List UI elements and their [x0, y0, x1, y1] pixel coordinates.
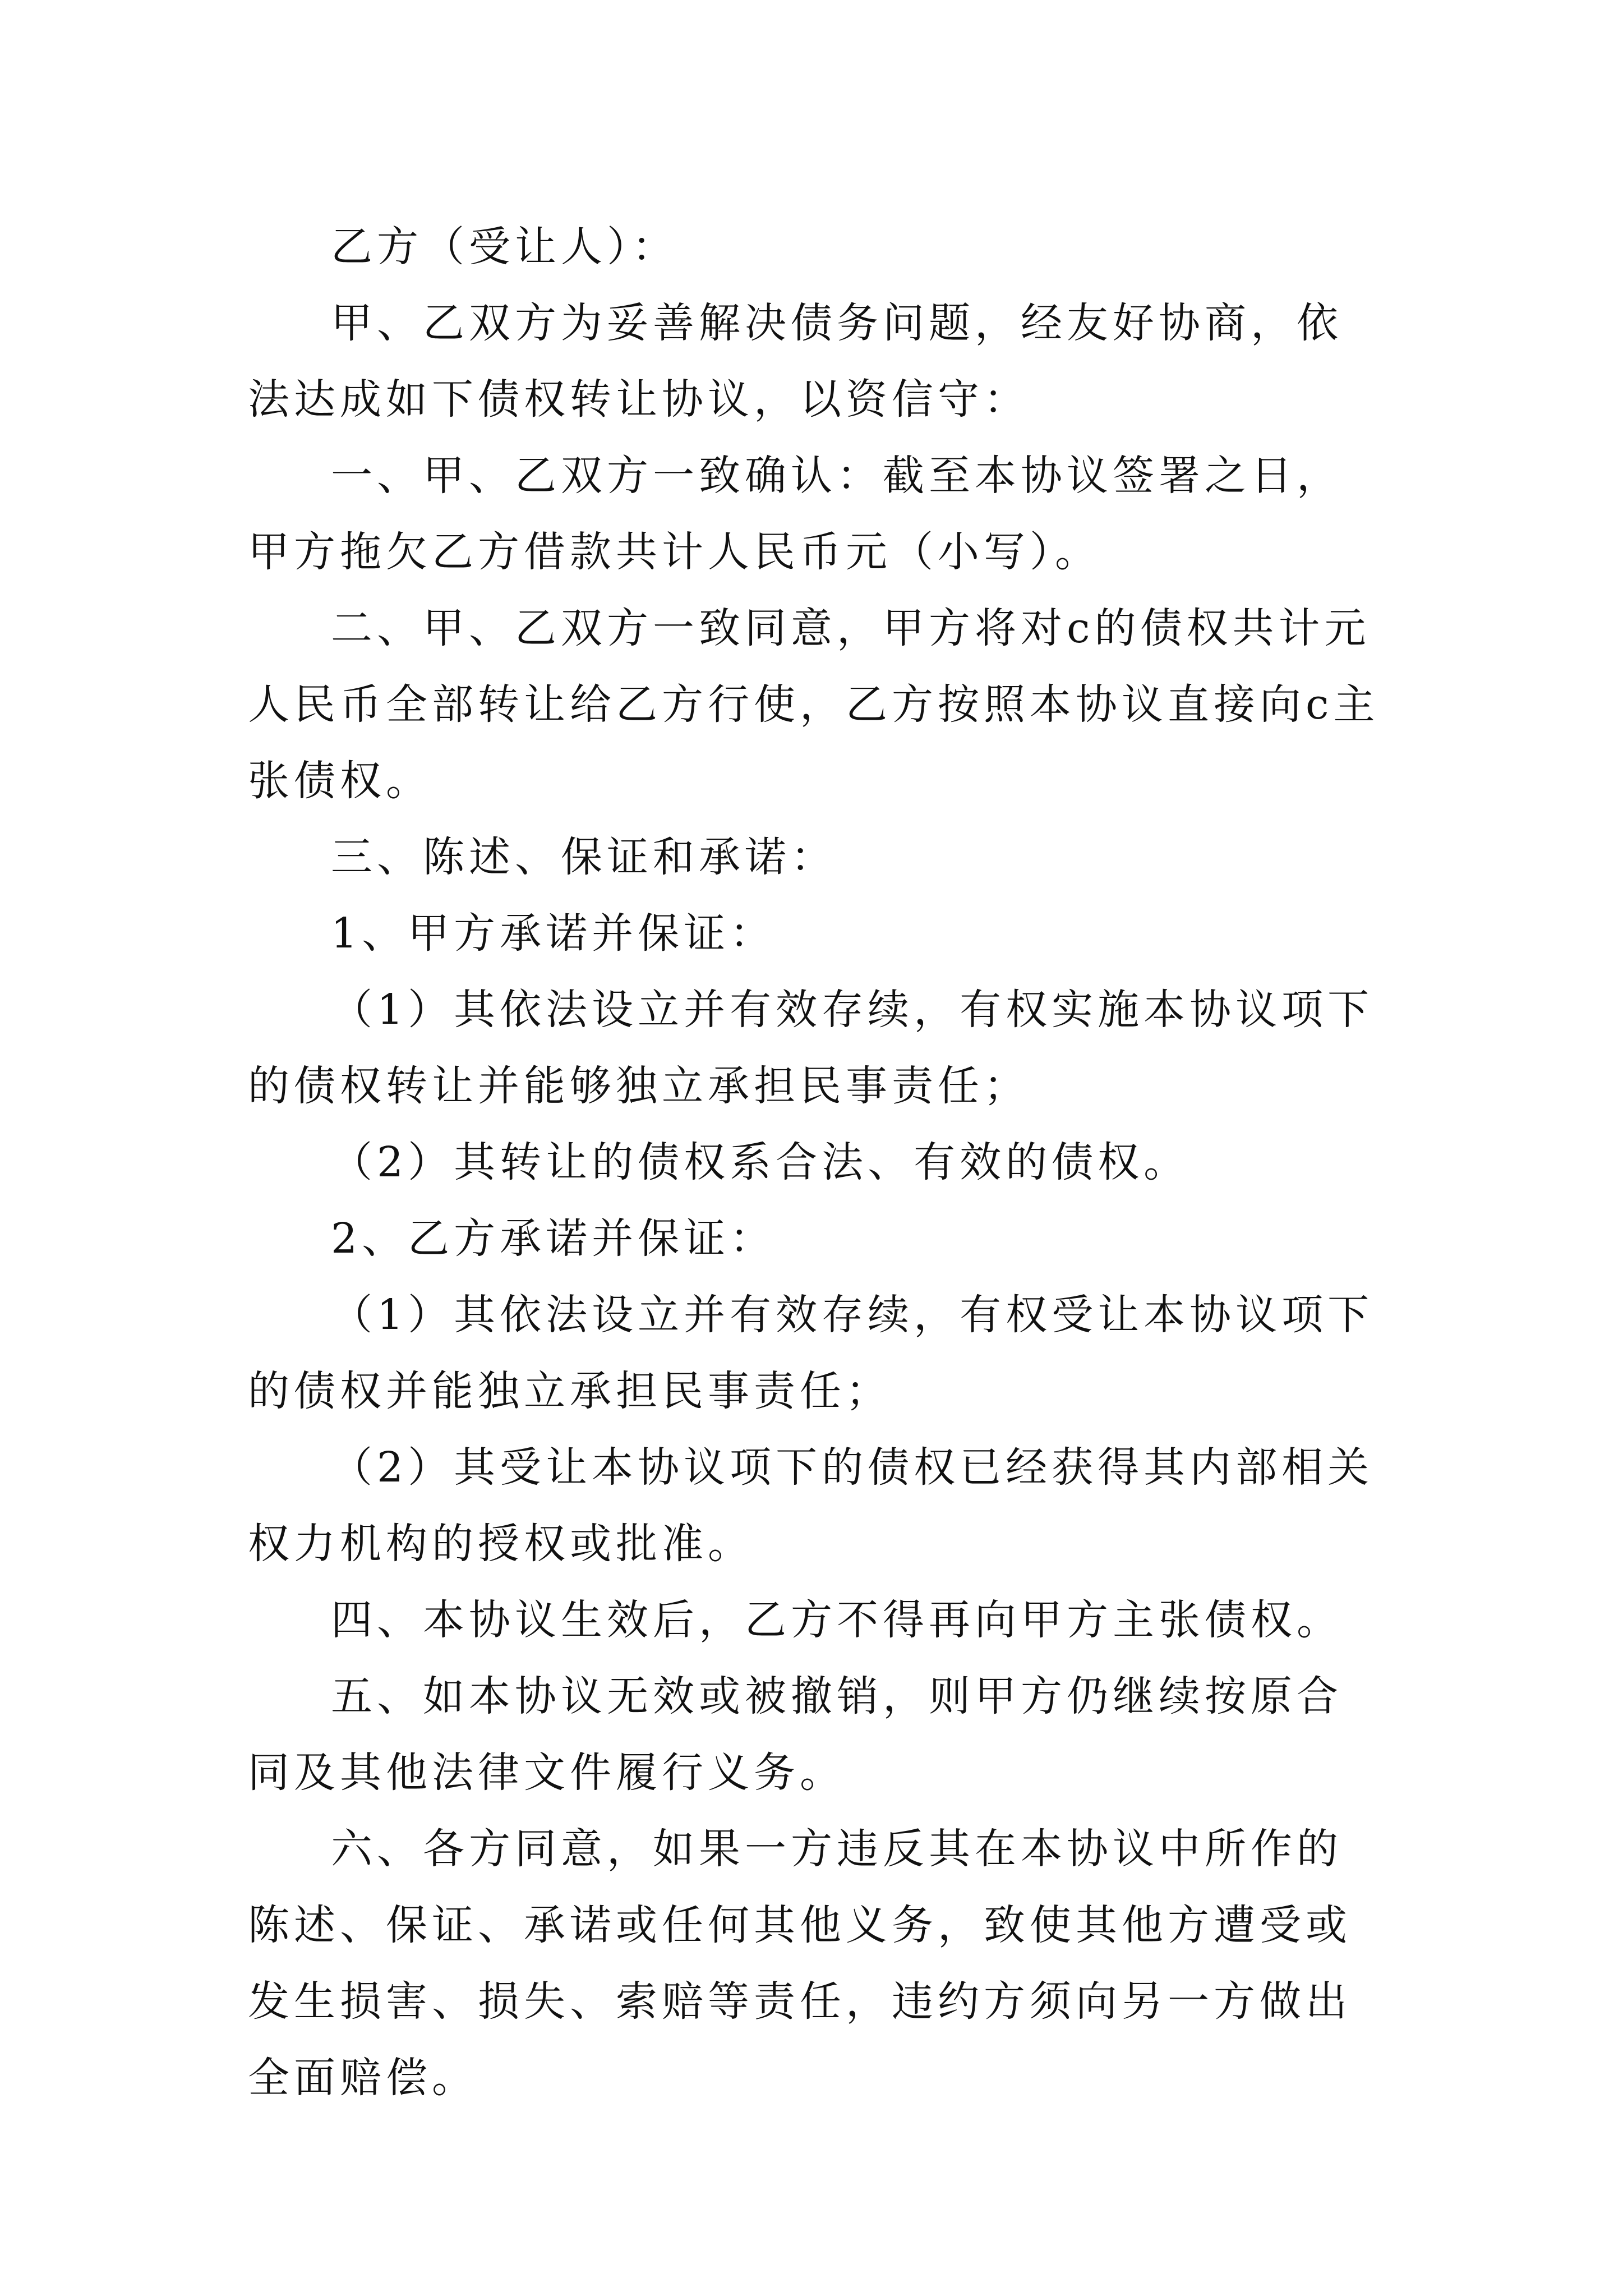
clause-2-paragraph: 二、甲、乙双方一致同意，甲方将对c的债权共计元人民币全部转让给乙方行使，乙方按照本协议直接向c主张债权。	[248, 604, 1380, 805]
clause-1-paragraph: 一、甲、乙双方一致确认：截至本协议签署之日，甲方拖欠乙方借款共计人民币元（小写）。	[248, 452, 1343, 576]
clause-3-heading: 三、陈述、保证和承诺：	[331, 833, 837, 881]
clause-4-paragraph: 四、本协议生效后，乙方不得再向甲方主张债权。	[331, 1596, 1343, 1644]
clause-3-1-item-1: （1）其依法设立并有效存续，有权实施本协议项下的债权转让并能够独立承担民事责任；	[248, 986, 1374, 1110]
party-b-line: 乙方（受让人）：	[331, 223, 678, 271]
clause-3-1-heading: 1、甲方承诺并保证：	[331, 909, 776, 958]
preamble-paragraph: 甲、乙双方为妥善解决债务问题，经友好协商，依法达成如下债权转让协议，以资信守：	[248, 299, 1343, 424]
clause-5-paragraph: 五、如本协议无效或被撤销，则甲方仍继续按原合同及其他法律文件履行义务。	[248, 1672, 1343, 1797]
clause-3-1-item-2: （2）其转让的债权系合法、有效的债权。	[331, 1138, 1190, 1186]
clause-6-paragraph: 六、各方同意，如果一方违反其在本协议中所作的陈述、保证、承诺或任何其他义务，致使其他方遭受或发生损害、损失、索赔等责任，违约方须向另一方做出全面赔偿。	[248, 1825, 1352, 2102]
clause-3-2-heading: 2、乙方承诺并保证：	[331, 1214, 776, 1263]
clause-3-2-item-1: （1）其依法设立并有效存续，有权受让本协议项下的债权并能独立承担民事责任；	[248, 1291, 1374, 1415]
clause-3-2-item-2: （2）其受让本协议项下的债权已经获得其内部相关权力机构的授权或批准。	[248, 1443, 1374, 1568]
document-body	[248, 209, 1386, 2116]
